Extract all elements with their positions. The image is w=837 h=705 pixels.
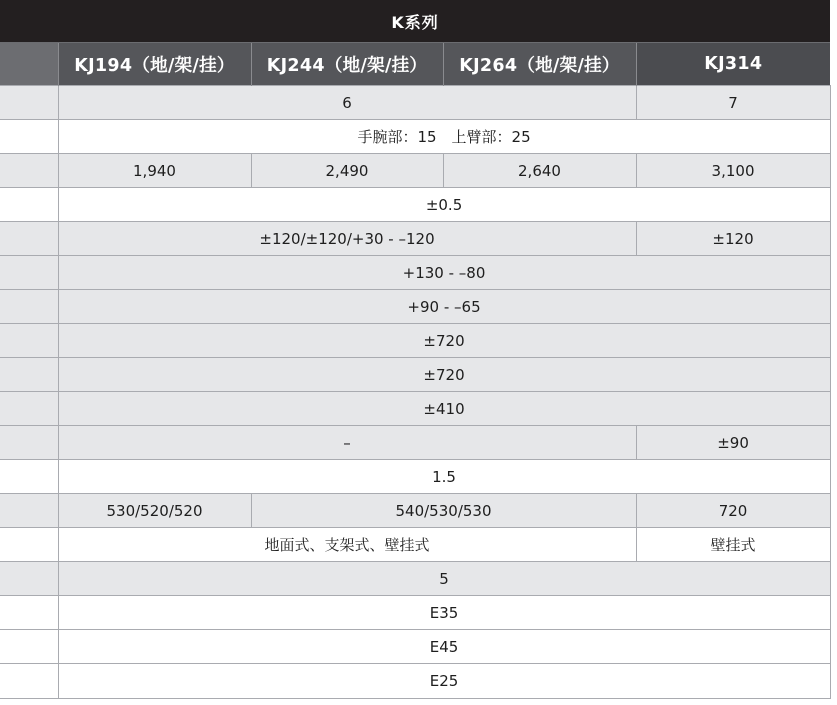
spec-row — [0, 426, 830, 460]
spec-value-cell: 5 — [58, 562, 830, 596]
spec-row — [0, 392, 830, 426]
row-label-cell — [0, 426, 58, 460]
spec-row — [0, 528, 830, 562]
spec-row — [0, 86, 830, 120]
spec-value-cell: E25 — [58, 664, 830, 699]
spec-row — [0, 460, 830, 494]
spec-value-cell: 540/530/530 — [251, 494, 636, 528]
row-label-cell — [0, 120, 58, 154]
model-header: KJ244（地/架/挂） — [251, 43, 443, 86]
row-label-cell — [0, 460, 58, 494]
spec-row — [0, 120, 830, 154]
spec-value-cell: ±90 — [636, 426, 830, 460]
spec-row — [0, 664, 830, 699]
row-label-cell — [0, 630, 58, 664]
spec-value-cell: 手腕部：15 上臂部：25 — [58, 120, 830, 154]
spec-value-cell: 壁挂式 — [636, 528, 830, 562]
spec-value-cell: – — [58, 426, 636, 460]
row-label-cell — [0, 222, 58, 256]
row-label-cell — [0, 256, 58, 290]
row-label-cell — [0, 562, 58, 596]
spec-value-cell: E35 — [58, 596, 830, 630]
row-label-cell — [0, 188, 58, 222]
spec-value-cell: 720 — [636, 494, 830, 528]
row-label-cell — [0, 324, 58, 358]
row-label-cell — [0, 86, 58, 120]
row-label-cell — [0, 290, 58, 324]
spec-row — [0, 562, 830, 596]
spec-row — [0, 494, 830, 528]
spec-value-cell: ±0.5 — [58, 188, 830, 222]
spec-row — [0, 154, 830, 188]
spec-value-cell: 2,490 — [251, 154, 443, 188]
spec-value-cell: ±720 — [58, 324, 830, 358]
row-label-cell — [0, 392, 58, 426]
row-label-cell — [0, 596, 58, 630]
spec-row — [0, 188, 830, 222]
spec-value-cell: ±120 — [636, 222, 830, 256]
header-label-cell — [0, 43, 58, 86]
spec-row — [0, 358, 830, 392]
spec-value-cell: +90 - –65 — [58, 290, 830, 324]
spec-value-cell: 530/520/520 — [58, 494, 251, 528]
row-label-cell — [0, 494, 58, 528]
spec-value-cell: ±120/±120/+30 - –120 — [58, 222, 636, 256]
series-title: K系列 — [0, 0, 830, 43]
row-label-cell — [0, 664, 58, 699]
row-label-cell — [0, 358, 58, 392]
spec-value-cell: 7 — [636, 86, 830, 120]
model-header: KJ264（地/架/挂） — [443, 43, 636, 86]
spec-row — [0, 290, 830, 324]
row-label-cell — [0, 154, 58, 188]
spec-value-cell: 3,100 — [636, 154, 830, 188]
model-header: KJ314 — [636, 43, 830, 86]
spec-value-cell: E45 — [58, 630, 830, 664]
spec-row — [0, 222, 830, 256]
model-header: KJ194（地/架/挂） — [58, 43, 251, 86]
row-label-cell — [0, 528, 58, 562]
spec-value-cell: +130 - –80 — [58, 256, 830, 290]
spec-row — [0, 596, 830, 630]
spec-row — [0, 256, 830, 290]
spec-value-cell: 地面式、支架式、壁挂式 — [58, 528, 636, 562]
spec-value-cell: 2,640 — [443, 154, 636, 188]
spec-value-cell: 6 — [58, 86, 636, 120]
spec-value-cell: 1.5 — [58, 460, 830, 494]
spec-row — [0, 324, 830, 358]
spec-value-cell: 1,940 — [58, 154, 251, 188]
spec-row — [0, 630, 830, 664]
model-header-row — [0, 43, 830, 86]
spec-value-cell: ±410 — [58, 392, 830, 426]
series-title-row — [0, 0, 830, 43]
spec-value-cell: ±720 — [58, 358, 830, 392]
